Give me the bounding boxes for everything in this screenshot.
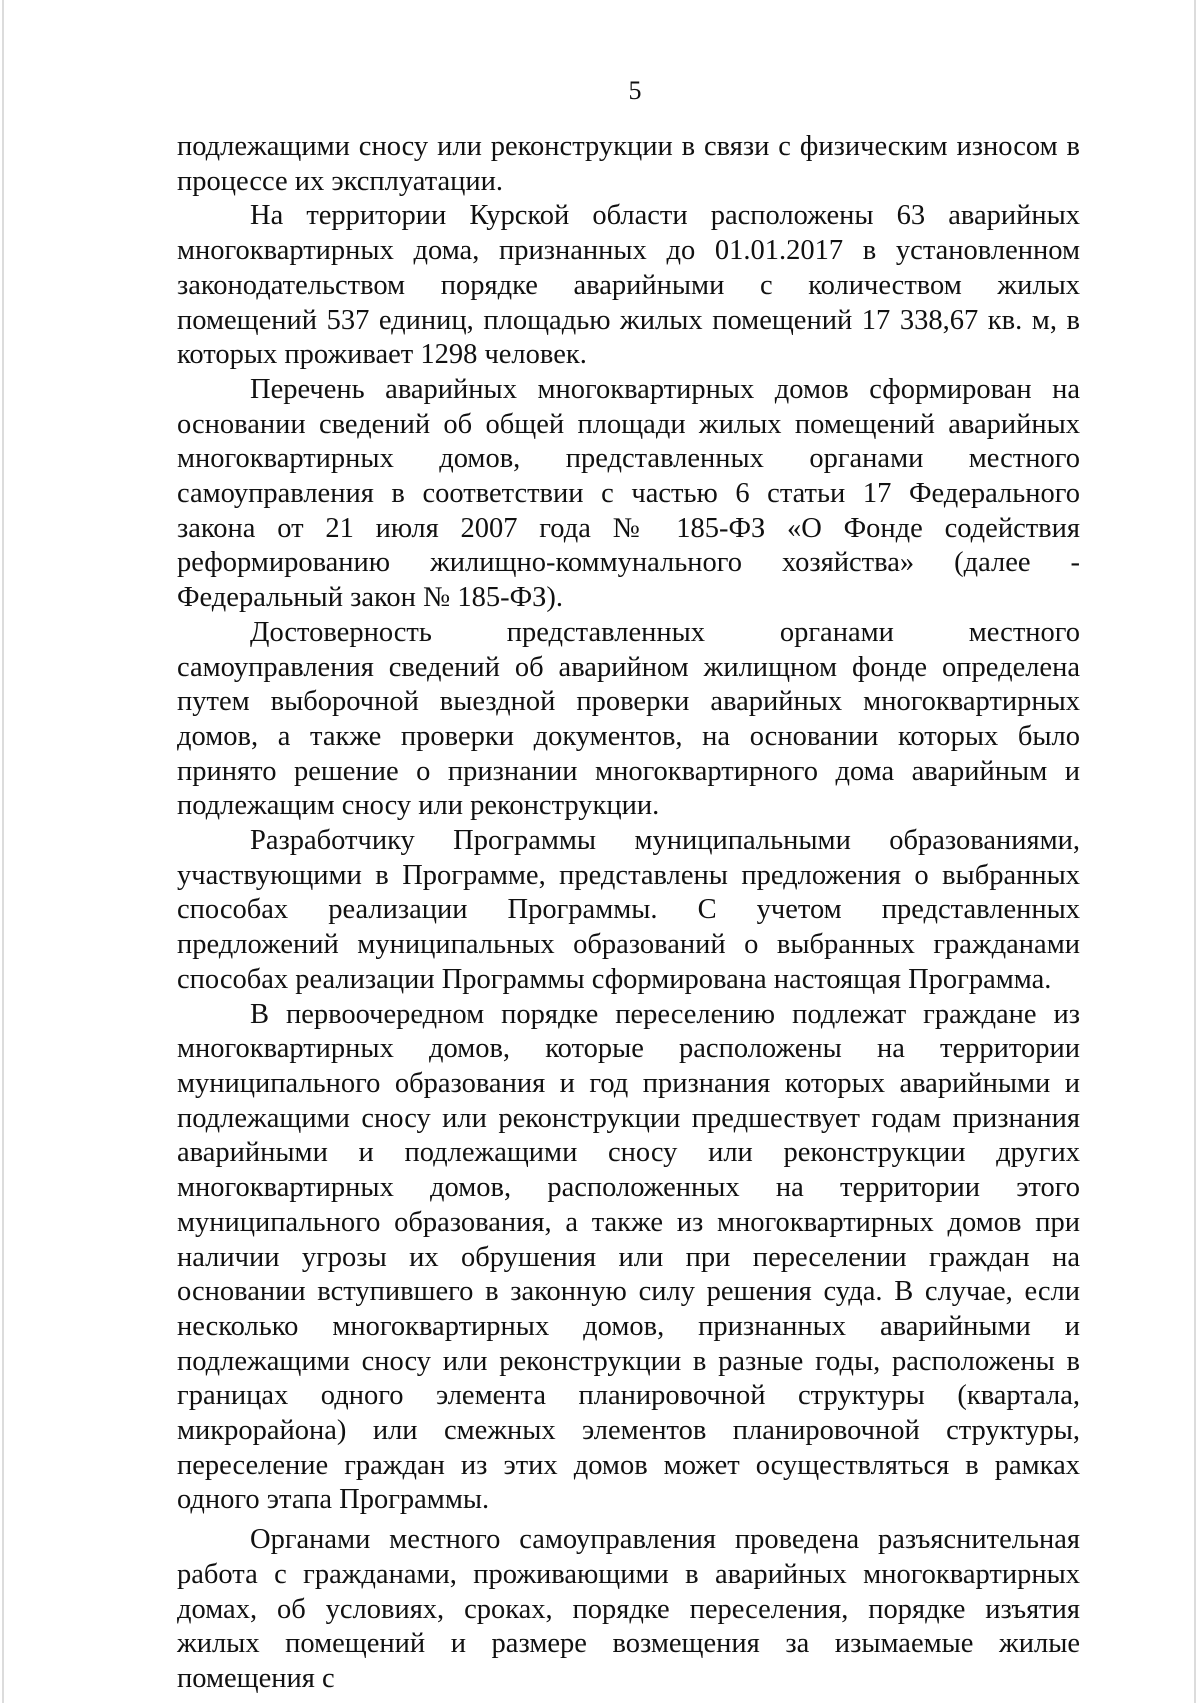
paragraph-program-developer: Разработчику Программы муниципальными образованиями, участвующими в Программе, представлены предложения о выбранных способах реализации Программы. С учетом представленных предложений муниципальных образований о выбранных гражданами способах реализации Программы сформирована настоящая Программа. [177,825,1080,995]
paragraph-priority-resettlement: В первоочередном порядке переселению подлежат граждане из многоквартирных домов, которые расположены на территории муниципального образования и год признания которых аварийными и подлежащими сносу или реконструкции предшествует годам признания аварийными и подлежащими сносу или реконструкции других многоквартирных домов, расположенных на территории этого муниципального образования, а также из многоквартирных домов при наличии угрозы их обрушения или при переселении граждан на основании вступившего в законную силу решения суда. В случае, если несколько многоквартирных домов, признанных аварийными и подлежащими сносу или реконструкции в разные годы, расположены в границах одного элемента планировочной структуры (квартала, микрорайона) или смежных элементов планировочной структуры, переселение граждан из этих домов может осуществляться в рамках одного этапа Программы. [177,998,1080,1516]
paragraph-emergency-houses: На территории Курской области расположены 63 аварийных многоквартирных дома, признанных до 01.01.2017 в установленном законодательством порядке аварийными с количеством жилых помещений 537 единиц, площадью жилых помещений 17 338,67 кв. м, в которых проживает 1298 человек. [177,200,1080,371]
paragraph-continuation: подлежащими сносу или реконструкции в связи с физическим износом в процессе их эксплуатации. [177,131,1080,197]
paragraph-verification: Достоверность представленных органами местного самоуправления сведений об аварийном жилищном фонде определена путем выборочной выездной проверки аварийных многоквартирных домов, а также проверки документов, на основании которых было принято решение о признании многоквартирного дома аварийным и подлежащим сносу или реконструкции. [177,616,1080,822]
page-number: 5 [628,76,642,105]
paragraph-explanatory-work: Органами местного самоуправления проведена разъяснительная работа с гражданами, проживающими в аварийных многоквартирных домах, об условиях, сроках, порядке переселения, порядке изъятия жилых помещений и размере возмещения за изымаемые жилые помещения с [177,1524,1080,1694]
scan-left-edge [2,0,4,1703]
scan-right-edge [1194,0,1196,1703]
paragraph-houses-list: Перечень аварийных многоквартирных домов сформирован на основании сведений об общей площади жилых помещений аварийных многоквартирных домов, представленных органами местного самоуправления в соответствии с частью 6 статьи 17 Федерального закона от 21 июля 2007 года № 185-ФЗ «О Фонде содействия реформированию жилищно-коммунального хозяйства» (далее - Федеральный закон № 185-ФЗ). [177,373,1080,614]
document-body [177,130,1080,1697]
